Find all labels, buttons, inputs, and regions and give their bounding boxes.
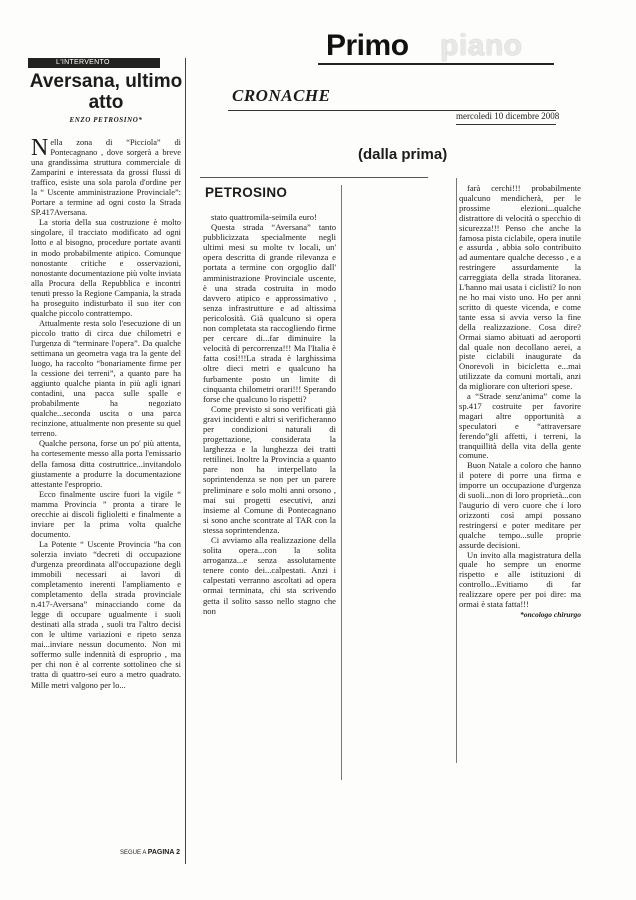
continues-on-label: SEGUE A PAGINA 2: [120, 849, 180, 856]
article-author: ENZO PETROSINO*: [69, 116, 143, 124]
article-body: [31, 135, 181, 691]
article-paragraph: Buon Natale a coloro che hanno il potere di porre una firma e imporre un occupazione d'urgenza di suoli...non di loro proprietà...con l'augurio di vero cuore che i loro orizzonti così ampi possano restringersi e poter meditare per qualche tempo...sulle proprie assurde decisioni.: [459, 460, 581, 550]
article-title: Aversana, ultimo atto: [29, 71, 183, 113]
author-signature: *oncologo chirurgo: [519, 609, 581, 619]
article-paragraph: La storia della sua costruzione è molto singolare, il tracciato modificato ad ogni lotto e al bisogno, procedure portate avanti in modo probabilmente atipico. Comunque nonostante critiche e osservazioni, nonostante documentazione più volte inviata alla Procura della Repubblica e incontri tenuti presso la Regione Campania, la strada ha proseguito indisturbato il suo iter con qualche piccolo contrattempo.: [31, 218, 181, 318]
left-article: [28, 58, 186, 864]
article-paragraph: Ecco finalmente uscire fuori la vigile “ mamma Provincia ” pronta a tirare le orecchie ai discoli figlioletti e finalmente a inviare per la prima volta qualche documento.: [31, 489, 181, 539]
article-paragraph: a “Strade senz'anima” come la sp.417 costruite per favorire magari altre opportunità a speculatori e “attraversare ferendo”gli affetti, i terreni, la tranquillità della vita della gente comune.: [459, 391, 581, 461]
middle-article-body: [203, 212, 336, 616]
right-article-body: [459, 184, 581, 620]
article-paragraph: Ci avviamo alla realizzazione della solita opera...con la solita arroganza...e senza assolutamente tenere conto dei...calpestati. Anzi i calpestati verranno ascoltati ad opera ormai terminata, chi sta scrivendo getta il solito sasso nello stagno che non: [203, 535, 336, 616]
section-header: [318, 31, 554, 65]
article-paragraph: Come previsto si sono verificati già gravi incidenti e altri si verificheranno per condizioni naturali di progettazione, considerata la larghezza e la lunghezza dei tratti rettilinei. Inoltre la Provincia a quanto pare non ha interpellato la soprintendenza se non per un parere preliminare e solo molti anni orsono , mai sui progetti esecutivi, anzi insieme al Comune di Pontecagnano si sono anche scontrate al TAR con la stessa soprintendenza.: [203, 403, 336, 535]
section-name-piano: piano: [440, 29, 523, 62]
article-paragraph: Un invito alla magistratura della quale ho sempre un enorme rispetto e alle istituzioni di controllo...Evitiamo di far realizzare opere per poi dire: ma ormai è stata fatta!!!: [459, 549, 581, 610]
date-rule: [456, 124, 556, 125]
rubric-label: CRONACHE: [232, 86, 331, 105]
article-paragraph: Attualmente resta solo l'esecuzione di un piccolo tratto di circa due chilometri e l'urgenza di “terminare l'opera”. Da qualche settimana un geometra vaga tra la gente del luogo, ha raccolto “bonariamente firme per la cessione dei terreni”, a quanto pare ha aggiunto qualche pianta in più agli ignari contadini, una pacca sulle spalle e probabilmente ha negoziato qualche...seconda uscita o una parca recinzione, attualmente non presente su quel terreno.: [31, 318, 181, 439]
continued-from-label: (dalla prima): [358, 146, 448, 163]
middle-top-rule: [200, 177, 428, 178]
article-paragraph: farà cerchi!!! probabilmente qualcuno mendicherà, per le prossime elezioni...qualche distrattore di velocità o specchio di sicurezza!!! Penso che anche la famosa pista ciclabile, opera inutile e assurda , abbia solo contribuito ad aumentare qualche decesso , e a restringere assurdamente la carreggiata della strada litoranea. L'hanno mai usata i ciclisti? Io non ne ho mai visto uno. Ho per anni scritto di queste vicenda, e come tante essa si avvia verso la fine della realizzazione. Cosa dire? Ormai siamo abituati ad aeroporti dal quale non decollano aerei, a piste ciclabili inaugurate da Onorevoli in bicicletta e...mai utilizzate da comuni mortali, anzi da migliorare con ulteriori spese.: [459, 183, 581, 392]
drop-cap: N: [31, 135, 49, 161]
article-paragraph: Qualche persona, forse un po' più attenta, ha cortesemente messo alla porta l'emissario della famosa ditta costruttrice...invitandolo giustamente a produrre la documentazione attestante l'esproprio.: [31, 439, 181, 489]
issue-date: mercoledì 10 dicembre 2008: [456, 111, 560, 121]
article-paragraph: Questa strada “Aversana” tanto pubblicizzata specialmente negli ultimi mesi su molte tv locali, un' opera descritta di grande rilevanza e portata a termine con orgoglio dall' amministrazione Provinciale uscente, è una strada costruita in modo davvero atipico e approssimativo , senza infrastrutture e ad altissima pericolosità. Già qualcuno si opera non completata sta raccogliendo firme per cercare di...far diminuire la velocità di percorrenza!!! Ma l'Italia è fatta così!!!La strada è larghissima oltre dieci metri e qualcuno ha furbamente posto un limite di cinquanta chilometri orari!!! Sperando forse che qualcuno lo rispetti?: [203, 222, 336, 404]
article-paragraph: La Potente “ Uscente Provincia ”ha con solerzia inviato “decreti di occupazione d'urgenza preordinata all'occupazione degli immobili necessari ai lavori di completamento inerenti l'ampliamento e completamento della strada provinciale n.417-Aversana” minacciando come da legge di occupare ugualmente i suoli destinati alla strada , suoli tra l'altro decisi con le ultime variazioni e ripeto senza mai...inviare nessun documento. Non mi soffermo sulle indennità di esproprio , ma per chi non è al corrente sottolineo che si tratta di quattro-sei euro a metro quadrato. Mille metri valgono per lo...: [31, 539, 181, 690]
article-paragraph: stato quattromila-seimila euro!: [211, 212, 317, 222]
column-divider: [341, 185, 342, 780]
article-tag: L'INTERVENTO: [28, 58, 160, 68]
section-name-primo: Primo: [326, 29, 409, 62]
article-paragraph: Nella zona di “Picciola” di Pontecagnano , dove sorgerà a breve una grandissima struttura commerciale di Zamparini e interessata da grossi flussi di traffico, esiste una sola parola d'ordine per la “ Uscente amministrazione Provinciale”: Portare a termine ad ogni costo la Strada SP.417Aversana.: [31, 135, 181, 218]
column-divider: [456, 178, 457, 763]
middle-article-title: PETROSINO: [205, 185, 288, 200]
